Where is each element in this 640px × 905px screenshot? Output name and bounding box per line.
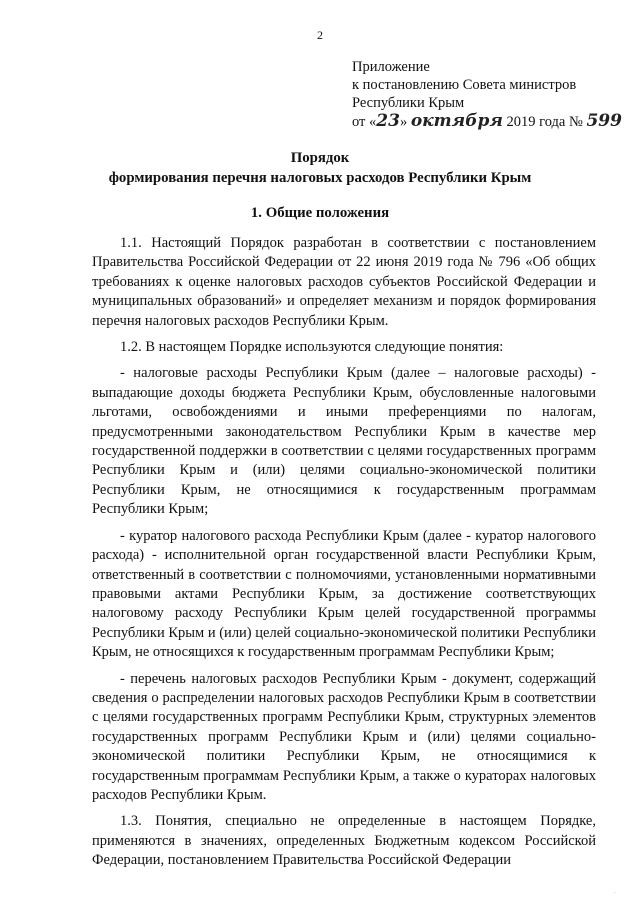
definition-curator: - куратор налогового расхода Республики Крым (далее - куратор налогового расхода) - исполнительной орган государственной власти Республики Крым, ответственный в соответствии с полномочиями, установленными нормативными правовыми актами Республики Крым, за достижение соответствующих налоговому расходу Республики Крым целей государственной программы Республики Крым и (или) целей социально-экономической политики Республики Крым, не относящихся к государственным программам Республики Крым; (92, 527, 596, 661)
appendix-decree-line: к постановлению Совета министров (352, 77, 577, 93)
scan-footer-mark: · (613, 889, 616, 897)
appendix-block (352, 58, 622, 131)
paragraph-1-2: 1.2. В настоящем Порядке используются следующие понятия: (120, 339, 504, 356)
paragraph-1-3: 1.3. Понятия, специально не определенные в настоящем Порядке, применяются в значениях, определенных Бюджетным кодексом Российской Федерации, постановлением Правительства Российской Федерации (92, 813, 596, 869)
date-prefix: от « (352, 114, 377, 130)
definition-list: - перечень налоговых расходов Республики Крым - документ, содержащий сведения о распределении налоговых расходов Республики Крым в соответствии с целями государственных программ Республики Крым, структурных элементов государственных программ Республики Крым и (или) целями социально-экономической политики Республики Крым, не относящимися к государственным программам Республики Крым, а также о кураторах налоговых расходов Республики Крым. (92, 670, 596, 803)
paragraph-1-1: 1.1. Настоящий Порядок разработан в соответствии с постановлением Правительства Российской Федерации от 22 июня 2019 года № 796 «Об общих требованиях к оценке налоговых расходов субъектов Российской Федерации и муниципальных образований» и определяет механизм и порядок формирования перечня налоговых расходов Республики Крым. (92, 235, 596, 329)
document-body (92, 234, 596, 871)
definition-tax-expenditures: - налоговые расходы Республики Крым (далее – налоговые расходы) - выпадающие доходы бюджета Республики Крым, обусловленные налоговыми льготами, освобождениями и иными преференциями по налогам, предусмотренными законодательством Республики Крым в качестве мер государственной поддержки в соответствии с целями государственных программ Республики Крым и (или) целями социально-экономической политики Республики Крым, не относящимися к государственным программам Республики Крым; (92, 365, 596, 518)
appendix-region-line: Республики Крым (352, 95, 465, 111)
date-mid: » (399, 114, 411, 130)
appendix-date-line (352, 112, 622, 131)
date-year: 2019 года № (502, 114, 587, 130)
handwritten-day: 23 (376, 111, 400, 131)
section-heading: 1. Общие положения (250, 205, 390, 221)
handwritten-decree-number: 599 (586, 111, 622, 131)
appendix-label: Приложение (352, 59, 430, 75)
document-subtitle: формирования перечня налоговых расходов Республики Крым (108, 170, 532, 186)
document-title: Порядок (290, 150, 350, 166)
handwritten-month: октября (410, 111, 503, 131)
page-number: 2 (317, 28, 323, 42)
